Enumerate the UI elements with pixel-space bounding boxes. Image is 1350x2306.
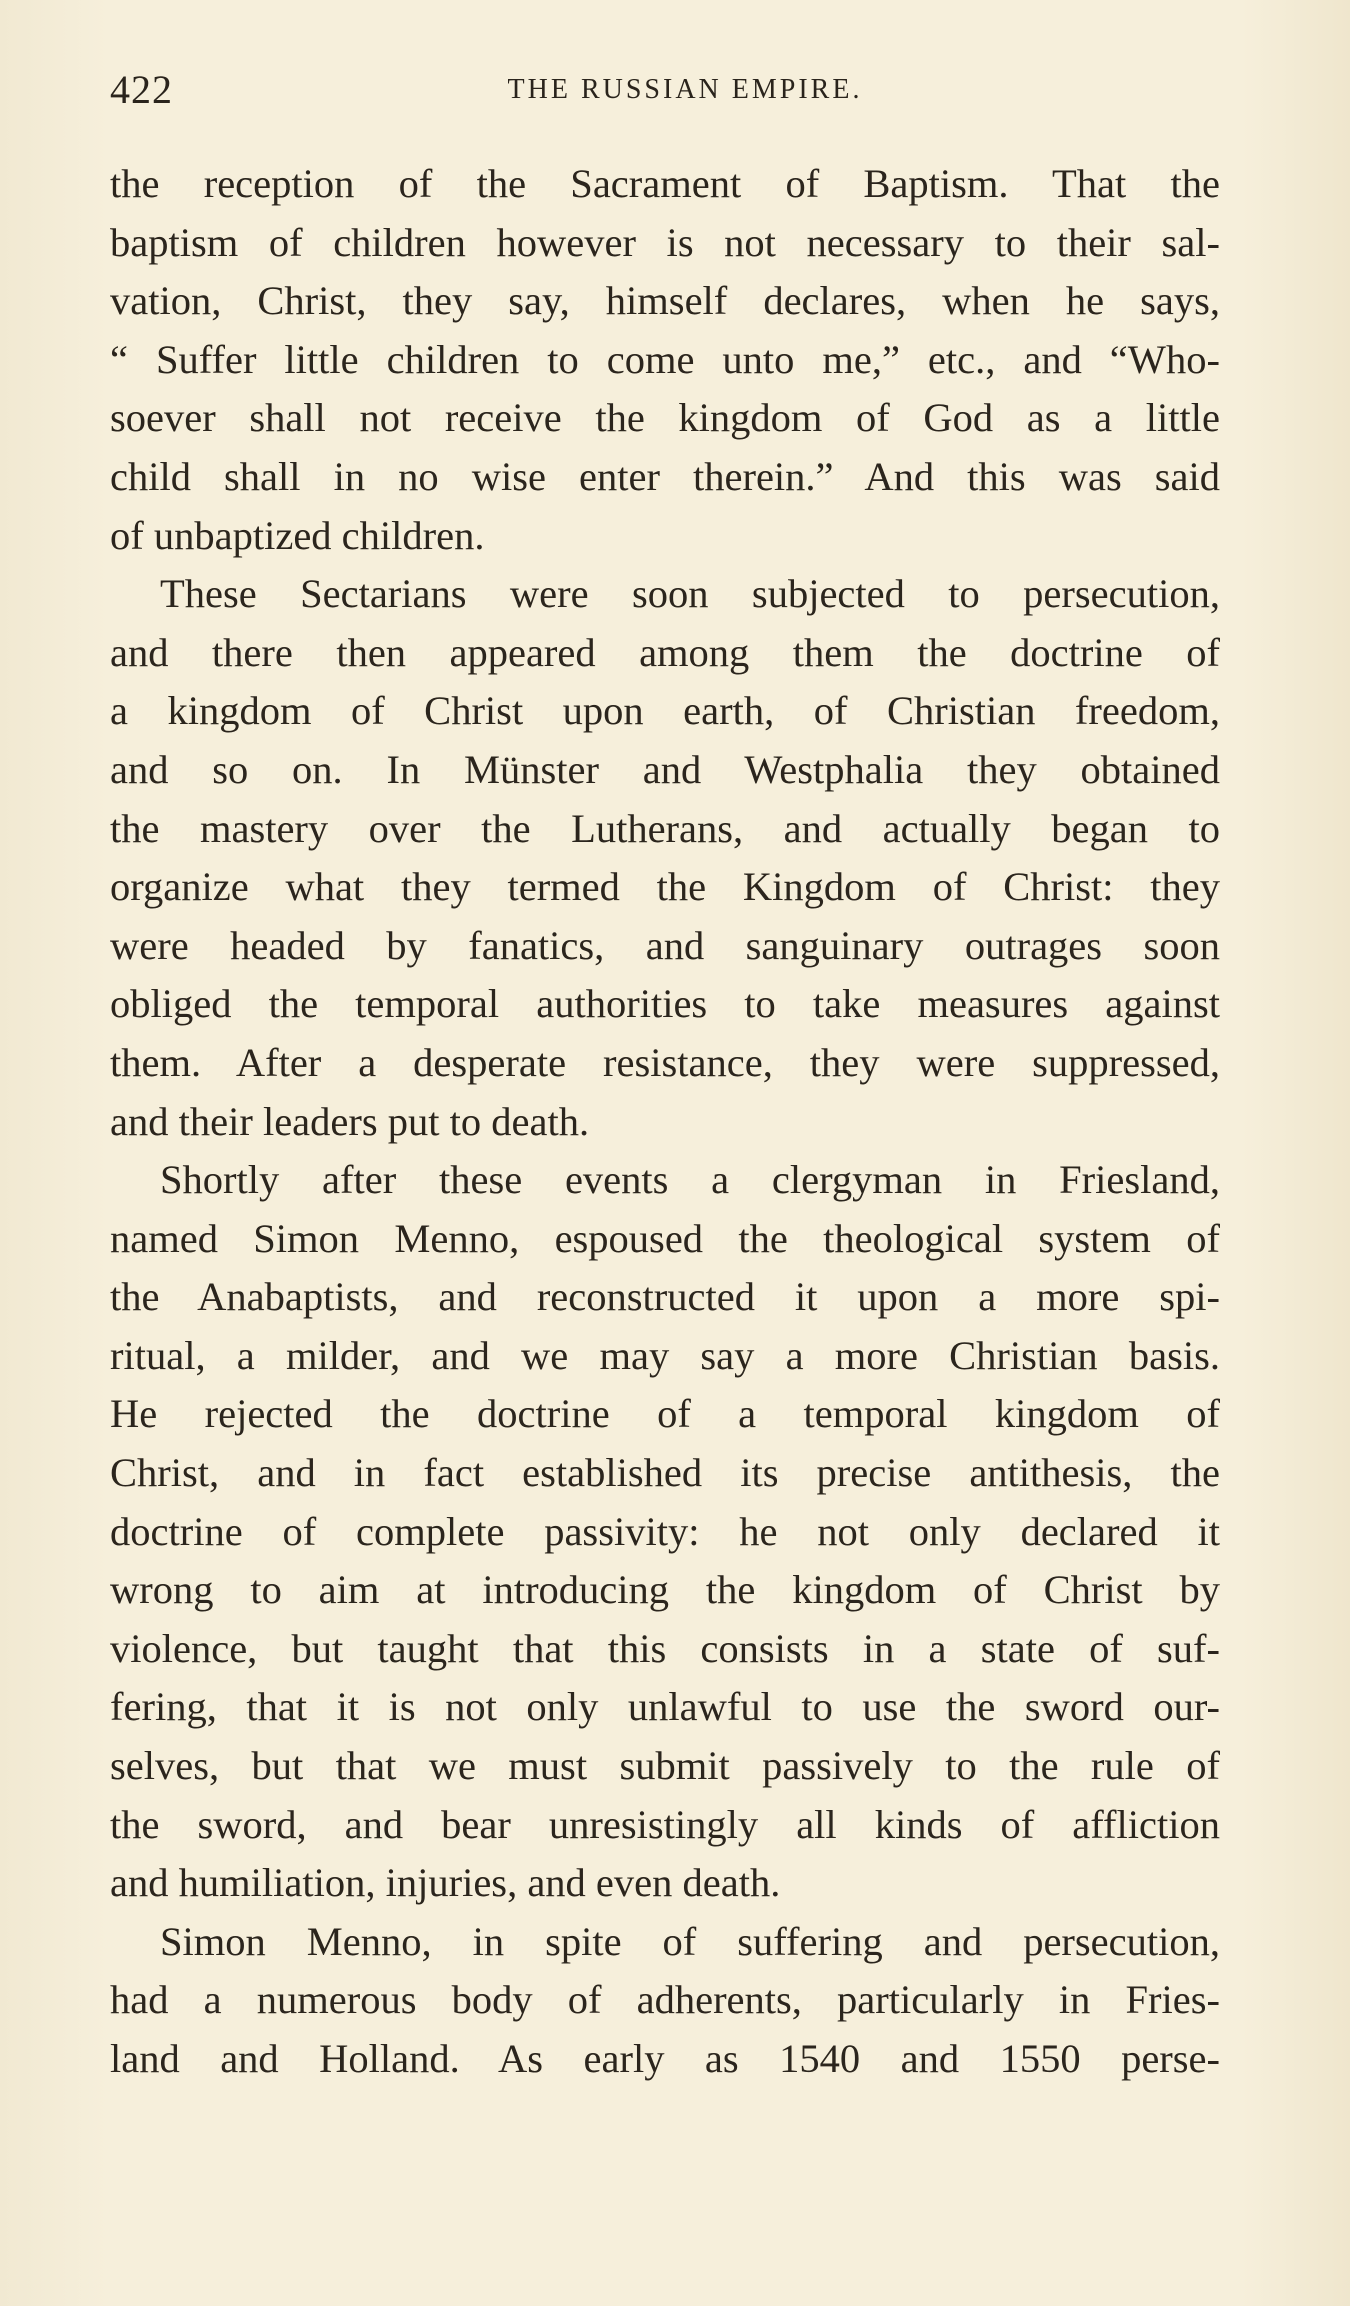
- text-line: organize what they termed the Kingdom of Christ: they: [110, 864, 1220, 910]
- text-line: child shall in no wise enter therein.” And this was said: [110, 453, 1220, 499]
- text-line: violence, but taught that this consists in a state of suf-: [110, 1625, 1220, 1671]
- text-line: and humiliation, injuries, and even death.: [110, 1860, 781, 1906]
- text-line: named Simon Menno, espoused the theological system of: [110, 1215, 1220, 1261]
- text-line: wrong to aim at introducing the kingdom of Christ by: [110, 1567, 1220, 1613]
- page-number: 422: [110, 67, 173, 112]
- text-line: and so on. In Münster and Westphalia they obtained: [110, 746, 1220, 792]
- text-line: and there then appeared among them the doctrine of: [110, 629, 1220, 675]
- text-line: These Sectarians were soon subjected to persecution,: [160, 571, 1220, 617]
- running-title: THE RUSSIAN EMPIRE.: [507, 74, 863, 105]
- text-line: the Anabaptists, and reconstructed it upon a more spi-: [110, 1274, 1220, 1320]
- text-line: “ Suffer little children to come unto me,” etc., and “Who-: [110, 336, 1220, 382]
- text-line: the sword, and bear unresistingly all kinds of affliction: [110, 1801, 1220, 1847]
- text-line: doctrine of complete passivity: he not only declared it: [110, 1508, 1220, 1554]
- text-line: obliged the temporal authorities to take measures against: [110, 981, 1220, 1027]
- text-line: land and Holland. As early as 1540 and 1550 perse-: [110, 2036, 1220, 2081]
- text-line: Shortly after these events a clergyman in Friesland,: [160, 1157, 1220, 1203]
- text-line: baptism of children however is not necessary to their sal-: [110, 219, 1220, 265]
- text-line: had a numerous body of adherents, particularly in Fries-: [110, 1977, 1220, 2023]
- text-line: ritual, a milder, and we may say a more Christian basis.: [110, 1332, 1220, 1378]
- text-line: them. After a desperate resistance, they were suppressed,: [110, 1039, 1220, 1085]
- text-line: He rejected the doctrine of a temporal kingdom of: [110, 1391, 1220, 1437]
- text-line: soever shall not receive the kingdom of God as a little: [110, 395, 1220, 441]
- text-line: were headed by fanatics, and sanguinary outrages soon: [110, 922, 1220, 968]
- text-line: Christ, and in fact established its precise antithesis, the: [110, 1450, 1220, 1496]
- text-line: vation, Christ, they say, himself declares, when he says,: [110, 278, 1220, 324]
- text-line: selves, but that we must submit passively to the rule of: [110, 1743, 1220, 1789]
- text-line: and their leaders put to death.: [110, 1098, 590, 1144]
- body-text: [110, 155, 1220, 2089]
- text-line: the mastery over the Lutherans, and actually began to: [110, 805, 1220, 851]
- text-line: a kingdom of Christ upon earth, of Christian freedom,: [110, 688, 1220, 734]
- text-line: fering, that it is not only unlawful to use the sword our-: [110, 1684, 1220, 1730]
- running-head: [110, 66, 1220, 126]
- text-line: of unbaptized children.: [110, 512, 485, 558]
- text-line: Simon Menno, in spite of suffering and persecution,: [160, 1918, 1220, 1964]
- text-line: the reception of the Sacrament of Baptism. That the: [110, 161, 1220, 206]
